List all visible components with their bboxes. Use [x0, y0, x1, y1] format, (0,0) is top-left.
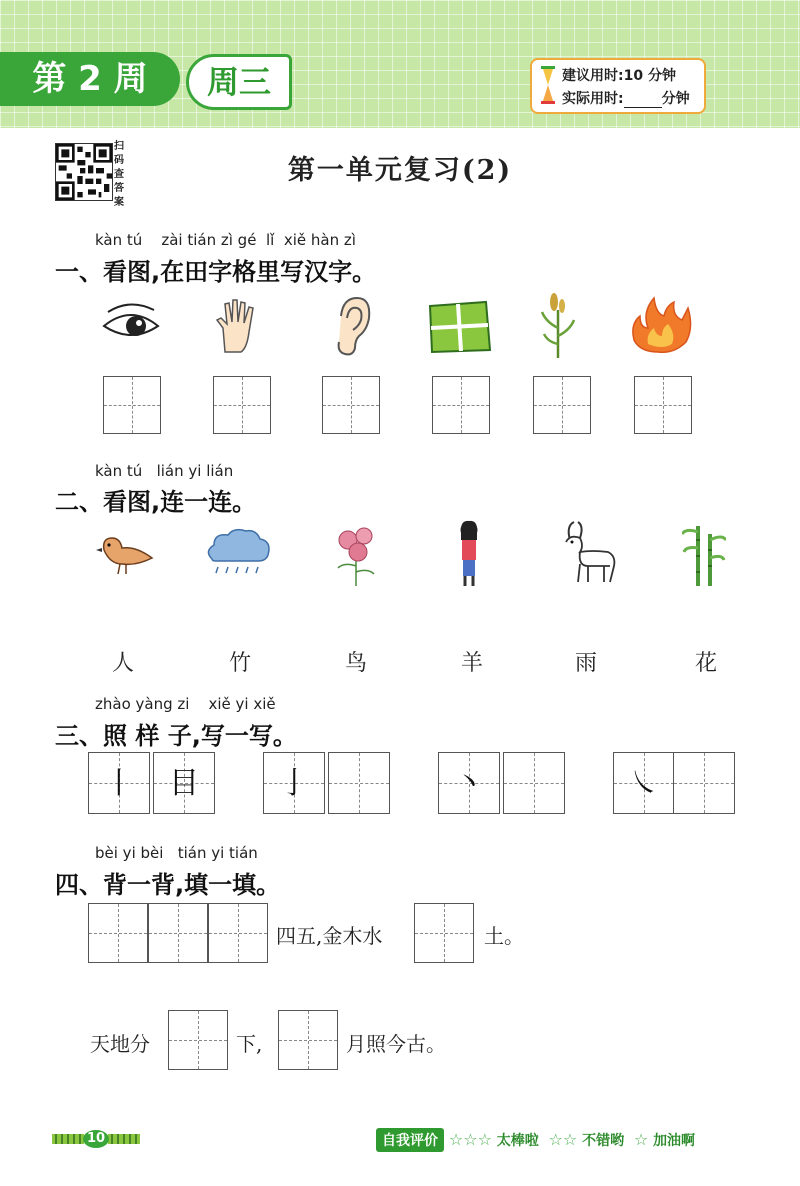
match-word[interactable]: 人 [111, 651, 134, 676]
suggested-time-value: 10 分钟 [623, 68, 676, 84]
stroke-grid [613, 752, 675, 814]
poem-line2-end: 月照今古。 [346, 1032, 446, 1056]
star-icon[interactable]: ☆ [633, 1130, 649, 1149]
match-word[interactable]: 雨 [574, 651, 597, 676]
stroke-glyph: 丶 [454, 766, 484, 801]
writing-grid[interactable] [432, 376, 490, 434]
fire-icon [628, 294, 694, 354]
writing-grid[interactable] [208, 903, 268, 963]
time-box [530, 58, 706, 114]
rating-label: 不错哟 [582, 1133, 625, 1149]
writing-grid[interactable] [103, 376, 161, 434]
eye-icon [100, 300, 162, 348]
actual-time-unit: 分钟 [661, 91, 690, 107]
example-grid [88, 752, 150, 814]
day-tab: 周三 [186, 54, 292, 110]
star-icon[interactable]: ☆ [477, 1130, 492, 1149]
week-tab: 第 2 周 [0, 52, 180, 106]
writing-grid[interactable] [213, 376, 271, 434]
girl-icon [454, 520, 484, 588]
qr-caption: 扫码查答案 [114, 141, 124, 208]
flower-icon [330, 522, 382, 586]
rating-label: 太棒啦 [496, 1133, 539, 1149]
section4-pinyin: bèi yi bèi tián yi tián [95, 844, 258, 862]
hourglass-icon [540, 66, 556, 104]
field-icon [428, 300, 492, 354]
star-icon[interactable]: ☆ [562, 1130, 578, 1149]
writing-grid[interactable] [168, 1010, 228, 1070]
self-eval-label: 自我评价 [376, 1128, 444, 1152]
bamboo-icon [682, 520, 726, 586]
match-word[interactable]: 羊 [460, 651, 483, 676]
page-title: 第一单元复习(2) [287, 155, 513, 186]
poem-line2-middle: 下, [236, 1032, 263, 1056]
actual-time-label: 实际用时: [562, 91, 624, 107]
section4-heading: 四、背一背,填一填。 [55, 871, 281, 899]
writing-grid[interactable] [503, 752, 565, 814]
rain-cloud-icon [204, 527, 272, 579]
section1-pinyin: kàn tú zài tián zì gé lǐ xiě hàn zì [95, 231, 356, 249]
grain-icon [540, 292, 576, 358]
example-stroke: 丨 [104, 766, 134, 801]
page-number: 10 [86, 1131, 106, 1146]
poem-line1-end: 土。 [484, 924, 524, 948]
section3-heading: 三、照 样 子,写一写。 [55, 722, 297, 750]
writing-grid[interactable] [414, 903, 474, 963]
section2-pinyin: kàn tú lián yi lián [95, 462, 234, 480]
section1-heading: 一、看图,在田字格里写汉字。 [55, 258, 377, 286]
suggested-time [562, 65, 676, 85]
star-icon[interactable]: ☆ [463, 1130, 478, 1149]
stroke-glyph: ㇏ [629, 766, 659, 801]
writing-grid[interactable] [148, 903, 208, 963]
writing-grid[interactable] [322, 376, 380, 434]
suggested-time-label: 建议用时: [562, 68, 624, 84]
rating-label: 加油啊 [653, 1133, 696, 1149]
writing-grid[interactable] [278, 1010, 338, 1070]
match-word[interactable]: 鸟 [344, 651, 367, 676]
writing-grid[interactable] [88, 903, 148, 963]
poem-line2-start: 天地分 [90, 1032, 150, 1056]
example-character: 目 [169, 766, 199, 801]
stroke-glyph: 亅 [279, 766, 309, 801]
actual-time-blank[interactable] [624, 93, 662, 108]
hand-icon [215, 298, 261, 354]
section2-heading: 二、看图,连一连。 [55, 488, 257, 516]
example-grid [153, 752, 215, 814]
star-icon[interactable]: ☆ [548, 1130, 563, 1149]
bird-icon [96, 530, 154, 578]
writing-grid[interactable] [634, 376, 692, 434]
match-word[interactable]: 花 [694, 651, 717, 676]
goat-icon [560, 520, 618, 586]
match-word[interactable]: 竹 [228, 651, 251, 676]
star-icon[interactable]: ☆ [448, 1130, 464, 1149]
self-evaluation [376, 1128, 695, 1152]
writing-grid[interactable] [673, 752, 735, 814]
ear-icon [333, 296, 373, 358]
stroke-grid [263, 752, 325, 814]
page-number-badge [52, 1128, 140, 1150]
section3-pinyin: zhào yàng zi xiě yi xiě [95, 695, 276, 713]
writing-grid[interactable] [533, 376, 591, 434]
actual-time [562, 88, 690, 108]
writing-grid[interactable] [328, 752, 390, 814]
poem-line1-middle: 四五,金木水 [276, 924, 383, 948]
stroke-grid [438, 752, 500, 814]
